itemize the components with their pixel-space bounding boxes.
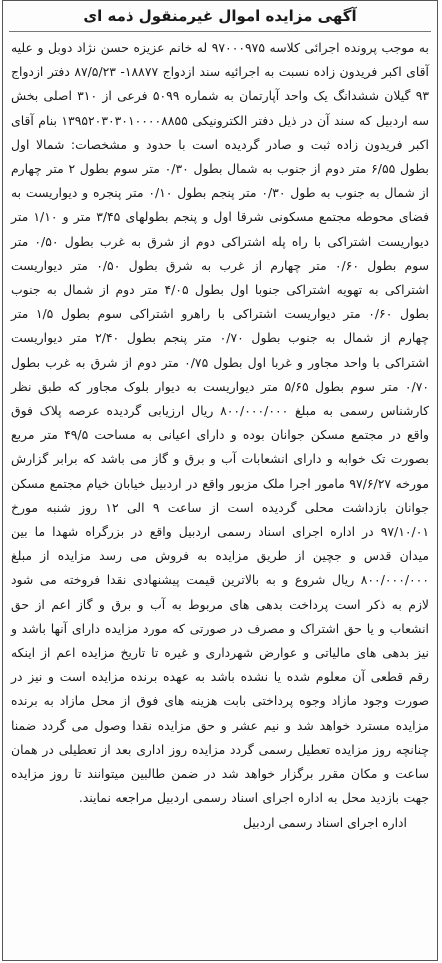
notice-title: آگهی مزایده اموال غیرمنقول ذمه ای [83, 7, 357, 25]
notice-signature: اداره اجرای اسناد رسمی اردبیل [243, 814, 407, 830]
notice-body: به موجب پرونده اجرائی کلاسه ۹۷۰۰۰۹۷۵ له خانم عزیزه حسن نژاد دوبل و علیه آقای اکبر فریدون زاده نسبت به اجرائیه سند ازدواج ۱۸۸۷۷- ۸۷/۵/۲۳ دفتر ازدواج ۹۳ گیلان ششدانگ یک واحد آپارتمان به شماره ۵۰۹۹ فرعی از ۳۱۰ اصلی بخش سه اردبیل که سند آن در ذیل دفتر الکترونیکی ۱۳۹۵۲۰۳۰۳۰۱۰۰۰۰۸۸۵۵ بنام آقای اکبر فریدون زاده ثبت و صادر گردیده است با حدود و مشخصات: شمالا اول بطول ۶/۵۵ متر دوم از جنوب به شمال بطول ۰/۳۰ متر سوم بطول ۲ متر چهارم از شمال به جنوب به طول ۰/۳۰ متر پنجم بطول ۰/۱۰ متر پنجره و دیواریست به فضای محوطه مجتمع مسکونی شرقا اول و پنجم بطولهای ۳/۴۵ متر و ۱/۱۰ متر دیواریست اشتراکی با راه پله اشتراکی دوم از شرق به غرب بطول ۰/۵۰ متر سوم بطول ۰/۶۰ متر چهارم از غرب به شرق بطول ۰/۵۰ متر دیواریست اشتراکی به تهویه اشتراکی جنوبا اول بطول ۴/۰۵ متر دوم از شمال به جنوب بطول ۰/۶۰ متر دیواریست اشتراکی با راهرو اشتراکی سوم بطول ۱/۵ متر چهارم از شمال به جنوب بطول ۰/۷۰ متر پنجم بطول ۲/۴۰ متر دیواریست اشتراکی با واحد مجاور و غربا اول بطول ۰/۷۵ متر دوم از شرق به غرب بطول ۰/۷۰ متر سوم بطول ۵/۶۵ متر دیواریست به دیوار بلوک مجاور که طبق نظر کارشناس رسمی به مبلغ ۸۰۰/۰۰۰/۰۰۰ ریال ارزیابی گردیده عرصه پلاک فوق واقع در مجتمع مسکن جوانان بوده و دارای اعیانی به مساحت ۴۹/۵ متر مربع بصورت تک خوابه و دارای انشعابات آب و برق و گاز می باشد که برابر گزارش مورخه ۹۷/۶/۲۷ مامور اجرا ملک مزبور واقع در اردبیل خیابان خیام مجتمع مسکن جوانان بازداشت محلی گردیده است از ساعت ۹ الی ۱۲ روز شنبه مورخ ۹۷/۱۰/۰۱ در اداره اجرای اسناد رسمی اردبیل واقع در بزرگراه شهدا ما بین میدان قدس و جچین از طریق مزایده به فروش می رسد مزایده از مبلغ ۸۰۰/۰۰۰/۰۰۰ ریال شروع و به بالاترین قیمت پیشنهادی نقدا فروخته می شود لازم به ذکر است پرداخت بدهی های مربوط به آب و برق و گاز اعم از حق انشعاب و یا حق اشتراک و مصرف در صورتی که مورد مزایده دارای آنها باشد و نیز بدهی های مالیاتی و عوارض شهرداری و غیره تا تاریخ مزایده اعم از اینکه رقم قطعی آن معلوم شده یا نشده باشد به عهده برنده مزایده است و نیز در صورت وجود مازاد وجوه پرداختی بابت هزینه های فوق از محل مازاد به برنده مزایده مسترد خواهد شد و نیم عشر و حق مزایده نقدا وصول می گردد ضمنا چنانچه روز مزایده تعطیل رسمی گردد مزایده روز اداری بعد از تعطیلی در همان ساعت و مکان مقرر برگزار خواهد شد در ضمن طالبین میتوانند تا روز مزایده جهت بازدید محل به اداره اجرای اسناد رسمی اردبیل مراجعه نمایند. [11, 40, 430, 806]
auction-notice [2, 0, 438, 961]
title-divider [9, 31, 431, 32]
